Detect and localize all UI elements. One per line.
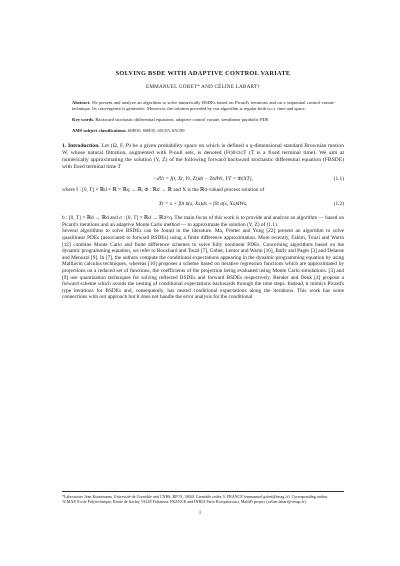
equation-1-1	[62, 174, 344, 184]
footnote-1: *Laboratoire Jean Kuntzmann, Université de Grenoble and CNRS, BP 53, 38041 Grenoble cedex 9, FRANCE (emmanuel.gobet@imag.fr). Corresponding author.	[62, 494, 329, 499]
ams-label: AMS subject classifications.	[72, 127, 127, 133]
equation-1-2	[62, 196, 344, 212]
abstract-text: We present and analyze an algorithm to solve numerically BSDEs based on Picard's iterations and on a sequential control variate technique. Its convergence is geometric. Moreover, the solution provided by our algorithm is regular both w.r.t. time and space.	[72, 100, 334, 111]
paper-title: SOLVING BSDE WITH ADAPTIVE CONTROL VARIATE	[115, 70, 291, 77]
section-number: 1.	[62, 142, 67, 149]
equation-1-2-number: (1.2)	[333, 201, 344, 208]
footnotes	[62, 491, 344, 504]
equation-1-2-body: Xt = x + ∫0t b(s, Xs)ds + ∫0t σ(s, Xs)dWs,	[158, 201, 248, 208]
footnote-2: †CMAP, Ecole Polytechnique, Route de Saclay, 91128 Palaiseau, FRANCE and INRIA Paris-Rocquencourt, MathFi project (celine.labart@cmap.fr).	[62, 499, 307, 505]
keywords-text: Backward stochastic differential equations, adaptive control variate, semilinear parabolic PDE	[95, 116, 269, 122]
page-number: 1	[198, 511, 202, 516]
ams-classification	[72, 128, 334, 134]
equation-1-1-body: −dYt = f(t, Xt, Yt, Zt)dt − ZtdWt, YT = Φ(XT),	[153, 175, 253, 182]
ams-text: 60H10, 60H35, 65C05, 65G99	[127, 127, 185, 133]
intro-paragraph-1: Let (Ω, F, P) be a given probability space on which is defined a q-dimensional standard Brownian motion W, whose natural filtration, augmented with P-null sets, is denoted (Ft)0≤t≤T (T is a fixed terminal time). We aim at numerically approximating the solution (Y, Z) of the following forward backward stochastic differential equation (FBSDE) with fixed terminal time T	[62, 142, 344, 170]
abstract-label: Abstract.	[72, 100, 91, 105]
section-title: Introduction.	[67, 142, 100, 149]
intro-paragraph-4: Several algorithms to solve BSDEs can be found in the literature. Ma, Protter and Yong [22] present an algorithm to solve quasilinear PDEs (associated to forward BSDEs) using a finite difference approximation. More recently, Fahim, Touzi and Warin [12] combine Monte Carlo and finite difference schemes to solve fully nonlinear PDEs. Concerning algorithms based on the dynamic programming equation, we refer to Bouchard and Touzi [7], Gobet, Lemor and Warin [16], Bally and Pagès [3] and Delarue and Menozzi [9]. In [7], the authors compute the conditional expectations appearing in the dynamic programming equation by using Malliavin calculus techniques, whereas [16] proposes a scheme based on iterative regression functions which are approximated by projections on a reduced set of functions, the coefficients of the projection being evaluated using Monte Carlo simulations. [3] and [9] use quantization techniques for solving reflected BSDEs and forward BSDEs respectively. Bender and Denk [4] propose a forward scheme which avoids the nesting of conditional expectations backwards through the time steps. Instead, it mimics Picard's type iterations for BSDEs and, consequently, has nested conditional expectations along the iterations. This work has some connections with our approach but it does not handle the error analysis for the conditional	[62, 228, 345, 301]
abstract	[72, 100, 334, 112]
introduction-section	[62, 143, 344, 171]
intro-paragraph-3: b : [0, T] × ℝd → ℝd and σ : [0, T] × ℝd → ℝd×q. The main focus of this work is to provide and analyze an algorithm — based on Picard's iterations and an adaptive Monte Carlo method — to approximate the solution (Y, Z) of (1.1).	[62, 215, 344, 228]
equation-1-1-number: (1.1)	[333, 175, 344, 182]
keywords	[72, 117, 334, 123]
paper-authors: EMMANUEL GOBET* AND CÉLINE LABART†	[145, 84, 261, 90]
paper-page	[62, 70, 344, 301]
keywords-label: Key words.	[72, 116, 95, 122]
intro-paragraph-2: where f : [0, T] × ℝd × ℝ × ℝq → ℝ, Φ : ℝd → ℝ and X is the ℝd-valued process solution of	[62, 186, 265, 193]
